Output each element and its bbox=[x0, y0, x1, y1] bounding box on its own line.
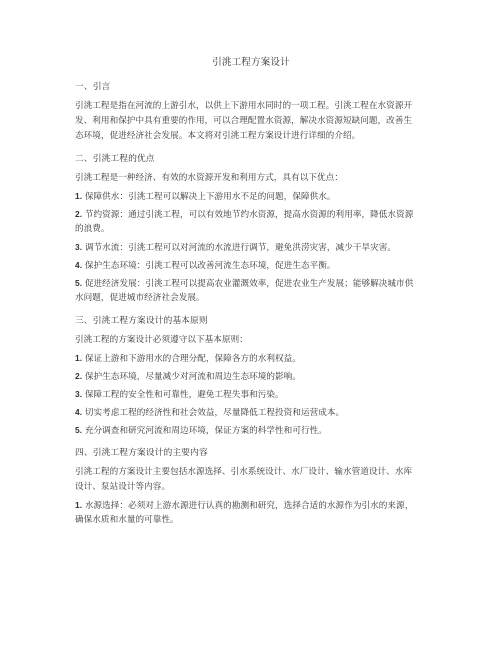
paragraph-line: 引洮工程的方案设计必须遵守以下基本原则： bbox=[75, 335, 248, 345]
list-item-number: 5. bbox=[75, 425, 83, 435]
paragraph-line: 发、利用和保护中具有重要的作用，可以合理配置水资源，解决水资源短缺问题，改善生 bbox=[75, 116, 413, 126]
list-item bbox=[75, 190, 336, 203]
list-item-text: 调节水流：引洮工程可以对河流的水流进行调节，避免洪涝灾害，减少干旱灾害。 bbox=[82, 243, 397, 253]
list-item-number: 1. bbox=[75, 500, 83, 510]
list-item-text: 保护生态环境：引洮工程可以改善河流生态环境，促进生态平衡。 bbox=[82, 261, 336, 271]
list-item-text: 促进经济发展：引洮工程可以提高农业灌溉效率，促进农业生产发展；能够解决城市供 bbox=[82, 279, 414, 289]
paragraph-line: 设计、泵站设计等内容。 bbox=[75, 482, 171, 492]
list-item-number: 2. bbox=[75, 209, 83, 219]
list-item bbox=[75, 388, 284, 401]
paragraph-line: 引洮工程是指在河流的上游引水，以供上下游用水同时的一项工程。引洮工程在水资源开 bbox=[75, 101, 413, 111]
paragraph-line: 引洮工程是一种经济、有效的水资源开发和利用方式，具有以下优点： bbox=[75, 173, 343, 183]
document-title: 引洮工程方案设计 bbox=[212, 57, 290, 68]
list-item bbox=[75, 352, 301, 365]
list-item bbox=[75, 241, 396, 254]
list-item-text: 节约资源：通过引洮工程，可以有效地节约水资源，提高水资源的利用率，降低水资源 bbox=[82, 210, 414, 220]
list-item-text: 保障工程的安全性和可靠性，避免工程失事和污染。 bbox=[82, 390, 284, 400]
list-item-text: 水源选择：必须对上游水源进行认真的勘测和研究，选择合适的水源作为引水的来源， bbox=[82, 501, 414, 511]
list-item bbox=[75, 406, 344, 419]
list-item-number: 1. bbox=[75, 353, 83, 363]
list-item-text: 充分调查和研究河流和周边环境，保证方案的科学性和可行性。 bbox=[82, 426, 327, 436]
section-heading-advantages: 二、引洮工程的优点 bbox=[75, 154, 155, 164]
list-item bbox=[75, 424, 327, 437]
list-item-number: 3. bbox=[75, 242, 83, 252]
paragraph-line: 引洮工程的方案设计主要包括水源选择、引水系统设计、水厂设计、输水管道设计、水库 bbox=[75, 467, 413, 477]
list-item-number: 5. bbox=[75, 278, 83, 288]
list-item-continuation: 水问题，促进城市经济社会发展。 bbox=[75, 293, 205, 303]
section-heading-intro: 一、引言 bbox=[75, 82, 111, 92]
list-item-continuation: 的浪费。 bbox=[75, 224, 110, 234]
list-item-continuation: 确保水质和水量的可靠性。 bbox=[75, 515, 179, 525]
paragraph-line: 态环境，促进经济社会发展。本文将对引洮工程方案设计进行详细的介绍。 bbox=[75, 131, 361, 141]
list-item-text: 切实考虑工程的经济性和社会效益，尽量降低工程投资和运营成本。 bbox=[82, 408, 345, 418]
section-heading-principles: 三、引洮工程方案设计的基本原则 bbox=[75, 316, 208, 326]
list-item-number: 4. bbox=[75, 260, 83, 270]
list-item-text: 保护生态环境，尽量减少对河流和周边生态环境的影响。 bbox=[82, 372, 301, 382]
section-heading-content: 四、引洮工程方案设计的主要内容 bbox=[75, 448, 208, 458]
list-item-number: 4. bbox=[75, 407, 83, 417]
list-item bbox=[75, 208, 413, 221]
list-item bbox=[75, 499, 413, 512]
list-item-text: 保证上游和下游用水的合理分配，保障各方的水利权益。 bbox=[82, 354, 301, 364]
list-item-number: 3. bbox=[75, 389, 83, 399]
list-item-number: 1. bbox=[75, 191, 83, 201]
list-item bbox=[75, 277, 413, 290]
list-item-text: 保障供水：引洮工程可以解决上下游用水不足的问题，保障供水。 bbox=[82, 192, 336, 202]
list-item bbox=[75, 370, 301, 383]
list-item bbox=[75, 259, 336, 272]
list-item-number: 2. bbox=[75, 371, 83, 381]
